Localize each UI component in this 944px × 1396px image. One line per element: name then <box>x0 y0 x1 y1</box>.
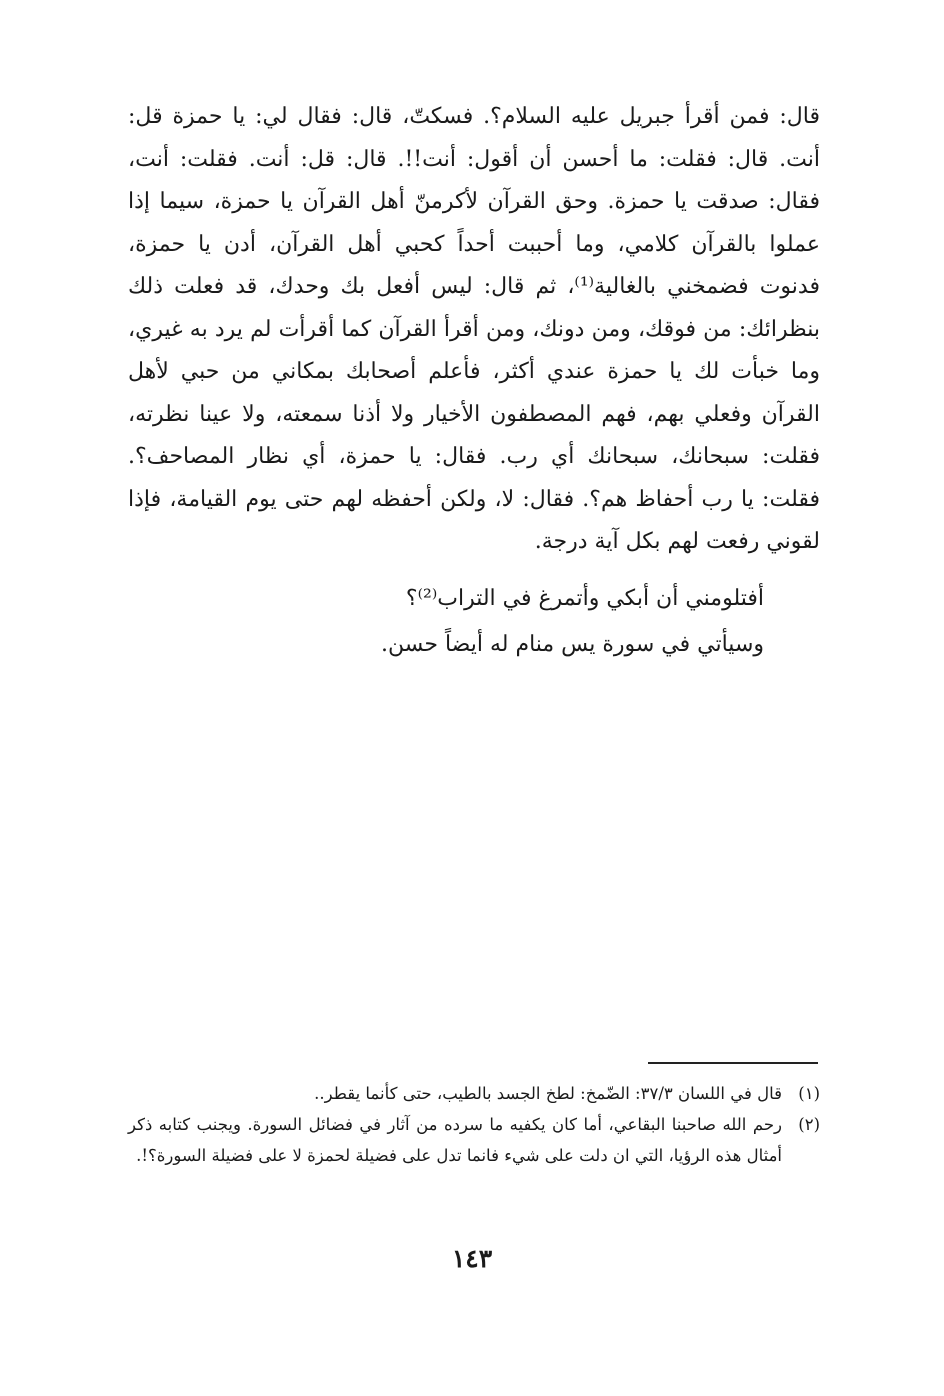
footnote-number: (٢) <box>798 1115 820 1134</box>
paragraph-1: قال: فمن أقرأ جبريل عليه السلام؟. فسكتّ، قال: فقال لي: يا حمزة قل: أنت. قال: فقلت: ما أحسن أن أقول: أنت!!. قال: قل: أنت. فقلت: أنت، فقال: صدقت يا حمزة. وحق القرآن لأكرمنّ أهل القرآن يا حمزة، سيما إذا عملوا بالقرآن كلامي، وما أحببت أحداً كحبي أهل القرآن، أدن يا حمزة، فدنوت فضمخني بالغالية⁽¹⁾، ثم قال: ليس أفعل بك وحدك، قد فعلت ذلك بنظرائك: من فوقك، ومن دونك، ومن أقرأ القرآن كما أقرأت لم يرد به غيري، وما خبأت لك يا حمزة عندي أكثر، فأعلم أصحابك بمكاني من حبي لأهل القرآن وفعلي بهم، فهم المصطفون الأخيار ولا أذنا سمعته، ولا عينا نظرته، فقلت: سبحانك، سبحانك أي رب. فقال: يا حمزة، أي نظار المصاحف؟. فقلت: يا رب أحفاظ هم؟. فقال: لا، ولكن أحفظه لهم حتى يوم القيامة، فإذا لقوني رفعت لهم بكل آية درجة. <box>128 104 820 554</box>
main-text-block <box>128 96 820 668</box>
footnotes-block <box>128 1078 820 1171</box>
footnote-number: (١) <box>798 1084 820 1103</box>
paragraph-2: أفتلومني أن أبكي وأتمرغ في التراب⁽²⁾؟ <box>405 585 764 611</box>
footnote-separator <box>648 1062 818 1064</box>
footnote-2 <box>128 1109 820 1171</box>
paragraph-3: وسيأتي في سورة يس منام له أيضاً حسن. <box>380 631 764 657</box>
page-number: ١٤٣ <box>451 1244 493 1273</box>
footnote-text: قال في اللسان ٣٧/٣: الضّمخ: لطخ الجسد بالطيب، حتى كأنما يقطر.. <box>314 1084 782 1103</box>
footnote-text: رحم الله صاحبنا البقاعي، أما كان يكفيه ما سرده من آثار في فضائل السورة. ويجنب كتابه ذكر أمثال هذه الرؤيا، التي ان دلت على شيء فانما تدل على فضيلة لحمزة لا على فضيلة السورة؟!. <box>128 1115 782 1165</box>
footnote-1 <box>128 1078 820 1109</box>
